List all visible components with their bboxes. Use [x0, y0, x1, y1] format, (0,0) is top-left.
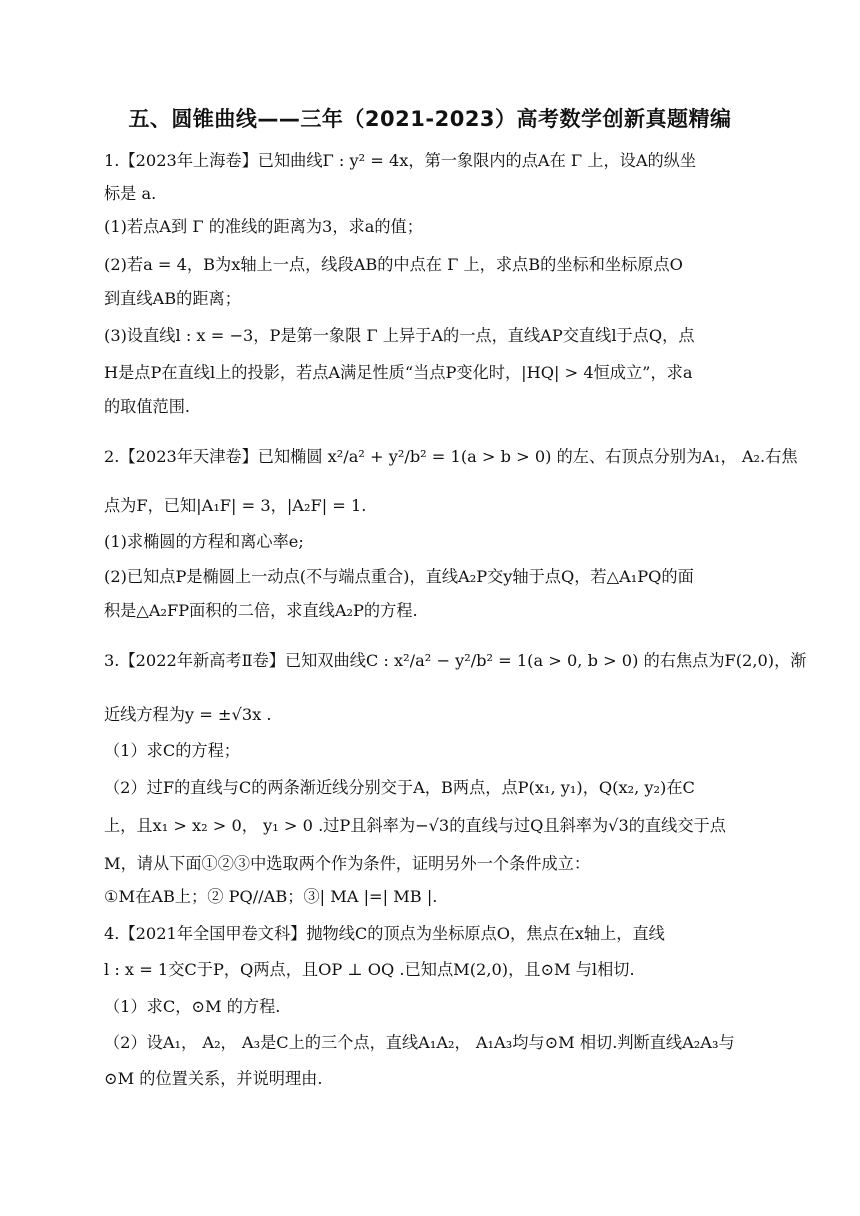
text-line: 1.【2023年上海卷】已知曲线Γ : y² = 4x，第一象限内的点A在 Γ 上，设A的纵坐	[104, 151, 697, 170]
text-line: H是点P在直线l上的投影，若点A满足性质“当点P变化时，|HQ| > 4恒成立”，求a	[104, 363, 693, 382]
text-line: （2）过F的直线与C的两条渐近线分别交于A，B两点，点P(x₁, y₁)，Q(x₂, y₂)在C	[104, 778, 695, 797]
text-line: （1）求C，⊙M 的方程.	[104, 997, 281, 1016]
text-line: 点为F，已知|A₁F| = 3，|A₂F| = 1.	[104, 496, 367, 515]
page-title: 五、圆锥曲线——三年（2021-2023）高考数学创新真题精编	[128, 107, 732, 131]
text-line: (3)设直线l : x = −3，P是第一象限 Γ 上异于A的一点，直线AP交直线l于点Q，点	[104, 326, 695, 345]
text-line: ①M在AB上；② PQ//AB；③| MA |=| MB |.	[104, 887, 438, 906]
text-line: ⊙M 的位置关系，并说明理由.	[104, 1069, 323, 1088]
text-line: 标是 a.	[104, 184, 157, 203]
text-line: 近线方程为y = ±√3x .	[104, 705, 272, 724]
text-line: （1）求C的方程；	[104, 741, 240, 760]
text-line: (2)若a = 4，B为x轴上一点，线段AB的中点在 Γ 上，求点B的坐标和坐标原点O	[104, 255, 683, 274]
text-line: (1)若点A到 Γ 的准线的距离为3，求a的值；	[104, 217, 423, 236]
text-line: 积是△A₂FP面积的二倍，求直线A₂P的方程.	[104, 601, 418, 620]
text-line: 2.【2023年天津卷】已知椭圆 x²/a² + y²/b² = 1(a > b > 0) 的左、右顶点分别为A₁， A₂.右焦	[104, 447, 798, 466]
text-line: l : x = 1交C于P，Q两点，且OP ⊥ OQ .已知点M(2,0)，且⊙M 与l相切.	[104, 960, 635, 979]
text-line: （2）设A₁， A₂， A₃是C上的三个点，直线A₁A₂， A₁A₃均与⊙M 相切.判断直线A₂A₃与	[104, 1033, 735, 1052]
text-line: 4.【2021年全国甲卷文科】抛物线C的顶点为坐标原点O，焦点在x轴上，直线	[104, 924, 665, 943]
text-line: (2)已知点P是椭圆上一动点(不与端点重合)，直线A₂P交y轴于点Q，若△A₁PQ的面	[104, 567, 694, 586]
text-line: 3.【2022年新高考Ⅱ卷】已知双曲线C : x²/a² − y²/b² = 1(a > 0, b > 0) 的右焦点为F(2,0)，渐	[104, 651, 807, 670]
text-line: (1)求椭圆的方程和离心率e;	[104, 532, 304, 551]
text-line: M，请从下面①②③中选取两个作为条件，证明另外一个条件成立：	[104, 854, 591, 873]
text-line: 上，且x₁ > x₂ > 0， y₁ > 0 .过P且斜率为−√3的直线与过Q且斜率为√3的直线交于点	[104, 816, 726, 835]
text-line: 到直线AB的距离；	[104, 289, 241, 308]
text-line: 的取值范围.	[104, 397, 191, 416]
